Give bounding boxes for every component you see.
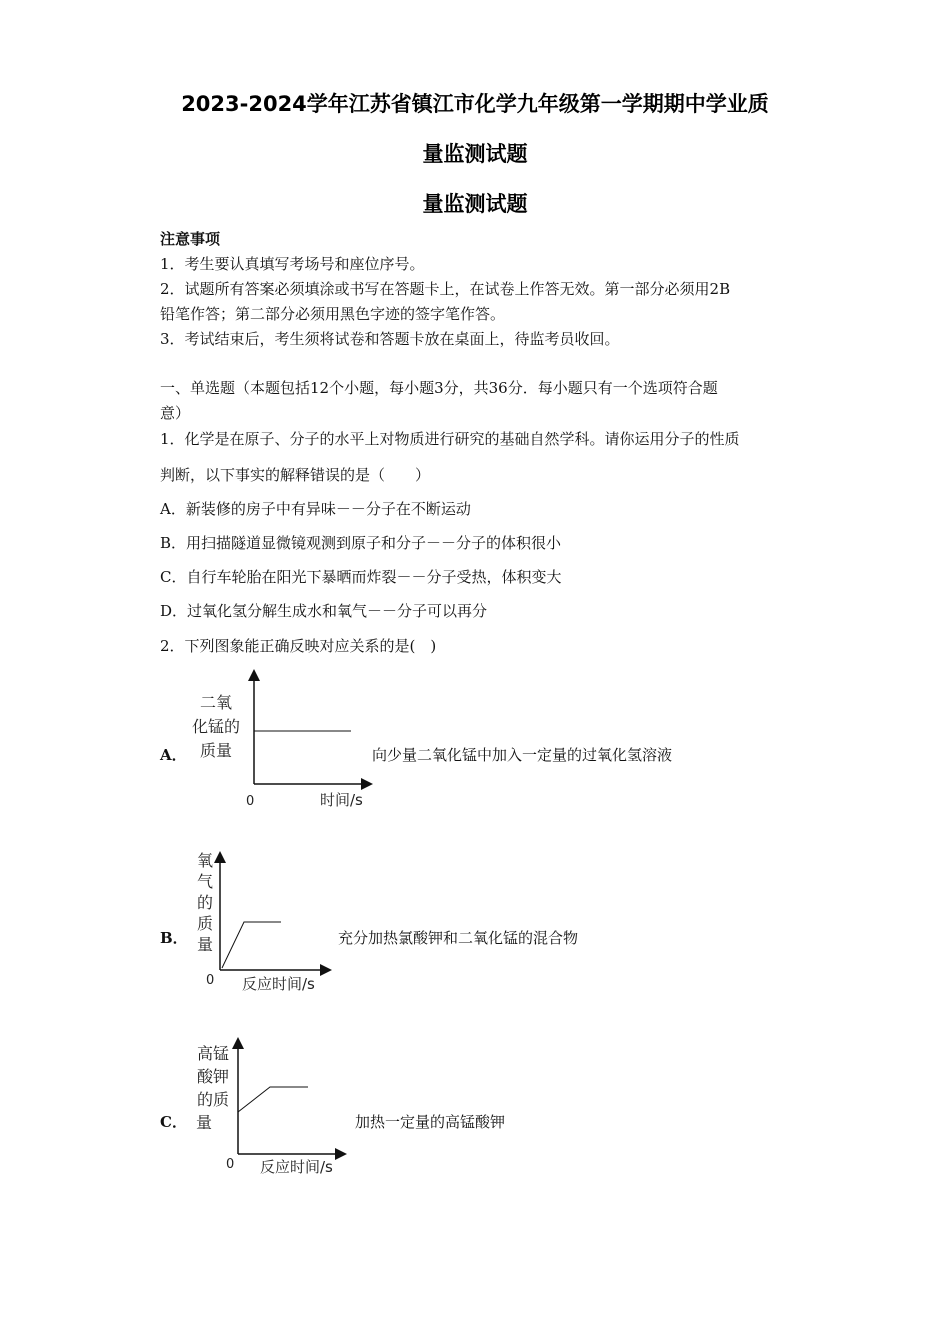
question-2-option-b-text: 充分加热氯酸钾和二氧化锰的混合物 bbox=[338, 929, 579, 947]
question-1-option-a: A．新装修的房子中有异味－－分子在不断运动 bbox=[160, 500, 471, 518]
question-2-option-c-letter: C． bbox=[160, 1113, 187, 1131]
graph-a-ylabel-line: 化锰的 bbox=[191, 717, 241, 736]
notice-item: 2．试题所有答案必须填涂或书写在答题卡上，在试卷上作答无效。第一部分必须用2B bbox=[160, 280, 731, 298]
question-2-option-c-text: 加热一定量的高锰酸钾 bbox=[355, 1113, 506, 1131]
graph-c-ylabel-line: 量 bbox=[195, 1113, 213, 1132]
notice-heading: 注意事项 bbox=[160, 230, 221, 248]
notice-item: 3．考试结束后，考生须将试卷和答题卡放在桌面上，待监考员收回。 bbox=[160, 330, 620, 348]
graph-b-ylabel-line: 氧 bbox=[196, 851, 214, 870]
question-2-option-a-text: 向少量二氧化锰中加入一定量的过氧化氢溶液 bbox=[372, 746, 673, 764]
graph-b-xlabel: 反应时间/s bbox=[242, 975, 315, 993]
graph-b-ylabel-line: 量 bbox=[196, 935, 214, 954]
graph-a-ylabel-line: 质量 bbox=[199, 741, 233, 760]
graph-c bbox=[196, 1043, 341, 1176]
graph-b-ylabel-line: 质 bbox=[196, 914, 214, 933]
graph-b bbox=[197, 851, 326, 993]
question-1-option-c: C．自行车轮胎在阳光下暴晒而炸裂－－分子受热，体积变大 bbox=[160, 568, 562, 586]
page-title-line-1: 2023-2024学年江苏省镇江市化学九年级第一学期期中学业质 bbox=[181, 92, 769, 116]
graph-b-curve bbox=[222, 922, 281, 968]
graph-c-origin: 0 bbox=[226, 1157, 235, 1172]
section-heading: 一、单选题（本题包括12个小题，每小题3分，共36分．每小题只有一个选项符合题 bbox=[160, 379, 718, 397]
notice-item: 1．考生要认真填写考场号和座位序号。 bbox=[160, 255, 425, 273]
page-title-line-3: 量监测试题 bbox=[422, 192, 528, 216]
graph-b-ylabel-line: 气 bbox=[196, 872, 214, 891]
question-1-stem-cont: 判断，以下事实的解释错误的是（ ） bbox=[160, 466, 431, 484]
question-2-option-a-letter: A． bbox=[160, 746, 187, 764]
graph-a bbox=[192, 675, 367, 809]
page-title-line-2: 量监测试题 bbox=[422, 142, 528, 166]
question-2-stem: 2．下列图象能正确反映对应关系的是( ) bbox=[160, 637, 437, 655]
section-heading-cont: 意） bbox=[160, 404, 191, 422]
question-1-stem: 1．化学是在原子、分子的水平上对物质进行研究的基础自然学科。请你运用分子的性质 bbox=[160, 430, 740, 448]
graph-b-ylabel-line: 的 bbox=[196, 893, 214, 912]
question-1-option-b: B．用扫描隧道显微镜观测到原子和分子－－分子的体积很小 bbox=[160, 534, 562, 552]
question-2-option-b-letter: B． bbox=[160, 929, 188, 947]
graph-a-origin: 0 bbox=[246, 794, 255, 809]
graph-a-xlabel: 时间/s bbox=[320, 791, 363, 809]
question-1-option-d: D．过氧化氢分解生成水和氧气－－分子可以再分 bbox=[160, 602, 488, 620]
graph-c-ylabel-line: 高锰 bbox=[196, 1044, 230, 1063]
graph-c-curve bbox=[238, 1087, 308, 1112]
graph-a-ylabel-line: 二氧 bbox=[199, 693, 233, 712]
graph-c-ylabel-line: 酸钾 bbox=[196, 1067, 230, 1086]
graph-c-ylabel-line: 的质 bbox=[196, 1090, 230, 1109]
notice-item: 铅笔作答；第二部分必须用黑色字迹的签字笔作答。 bbox=[160, 305, 506, 323]
graph-b-origin: 0 bbox=[206, 973, 215, 988]
graph-c-xlabel: 反应时间/s bbox=[260, 1158, 333, 1176]
